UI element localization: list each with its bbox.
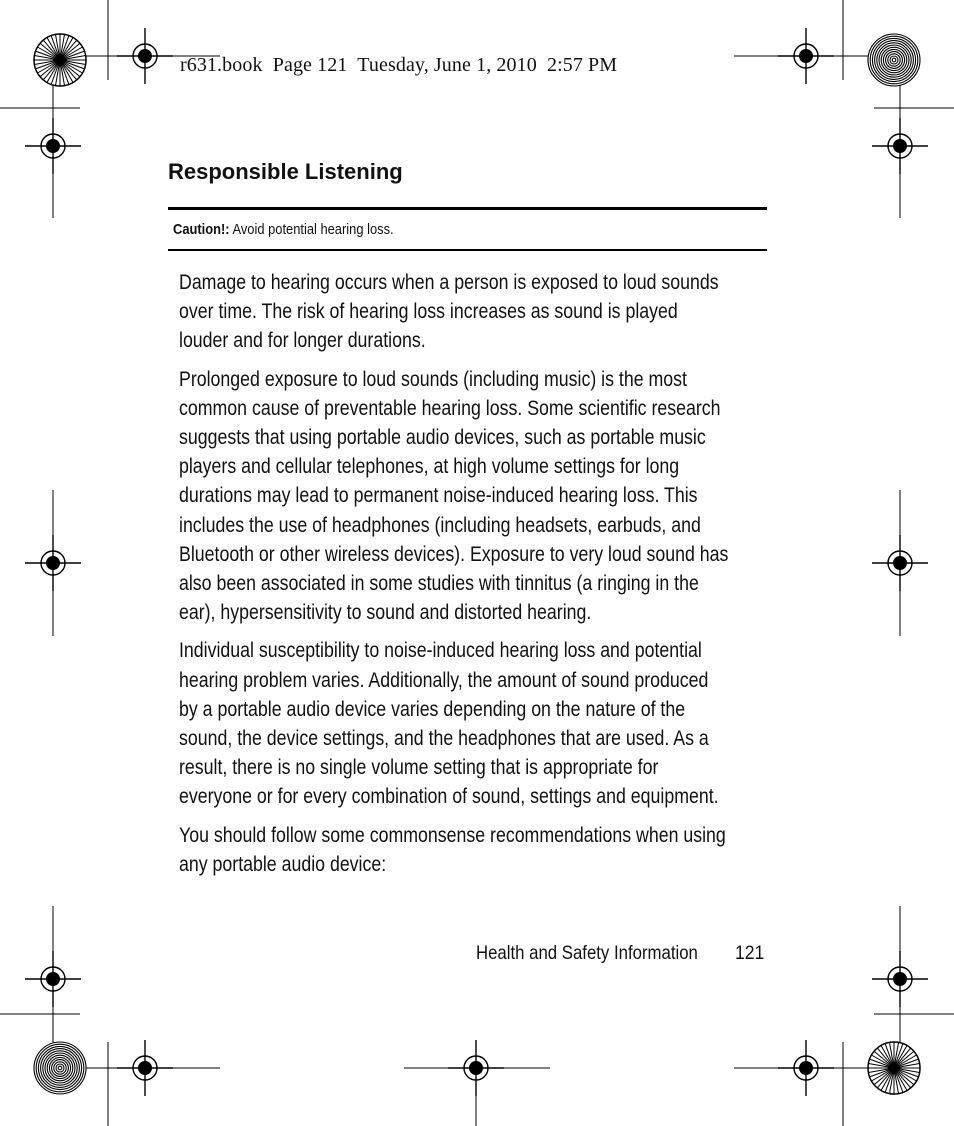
text-line: louder and for longer durations. [179,329,426,353]
text-line: durations may lead to permanent noise-induced hearing loss. This [179,484,698,508]
paragraph [179,636,771,811]
text-line: sound, the device settings, and the headphones that are used. As a [179,727,709,751]
text-line: suggests that using portable audio devices, such as portable music [179,426,706,450]
text-line: by a portable audio device varies depending on the nature of the [179,697,686,721]
print-slug: r631.book Page 121 Tuesday, June 1, 2010 2:57 PM [180,54,618,76]
footer-section-name: Health and Safety Information [476,942,698,964]
text-line: You should follow some commonsense recommendations when using [179,823,726,847]
text-line: hearing problem varies. Additionally, the amount of sound produced [179,668,709,692]
text-line: also been associated in some studies with tinnitus (a ringing in the [179,572,699,596]
text-line: Individual susceptibility to noise-induced hearing loss and potential [179,639,702,663]
text-line: result, there is no single volume setting that is appropriate for [179,756,659,780]
text-line: common cause of preventable hearing loss. Some scientific research [179,396,721,420]
text-line: any portable audio device: [179,852,387,876]
caution-box [168,207,767,251]
caution-label: Caution!: [173,221,230,238]
paragraph [179,821,771,879]
text-line: Damage to hearing occurs when a person is exposed to loud sounds [179,271,719,294]
text-line: players and cellular telephones, at high volume settings for long [179,455,680,479]
section-title: Responsible Listening [168,159,403,184]
page-number: 121 [735,942,765,964]
paragraph [179,268,771,356]
caution-text: Avoid potential hearing loss. [229,221,394,238]
body-text [179,268,771,888]
text-line: Prolonged exposure to loud sounds (including music) is the most [179,367,687,391]
paragraph [179,365,771,628]
text-line: Bluetooth or other wireless devices). Exposure to very loud sound has [179,542,729,566]
text-line: includes the use of headphones (including headsets, earbuds, and [179,513,701,537]
text-line: everyone or for every combination of sound, settings and equipment. [179,785,719,809]
text-line: ear), hypersensitivity to sound and distorted hearing. [179,601,592,625]
text-line: over time. The risk of hearing loss increases as sound is played [179,300,678,324]
